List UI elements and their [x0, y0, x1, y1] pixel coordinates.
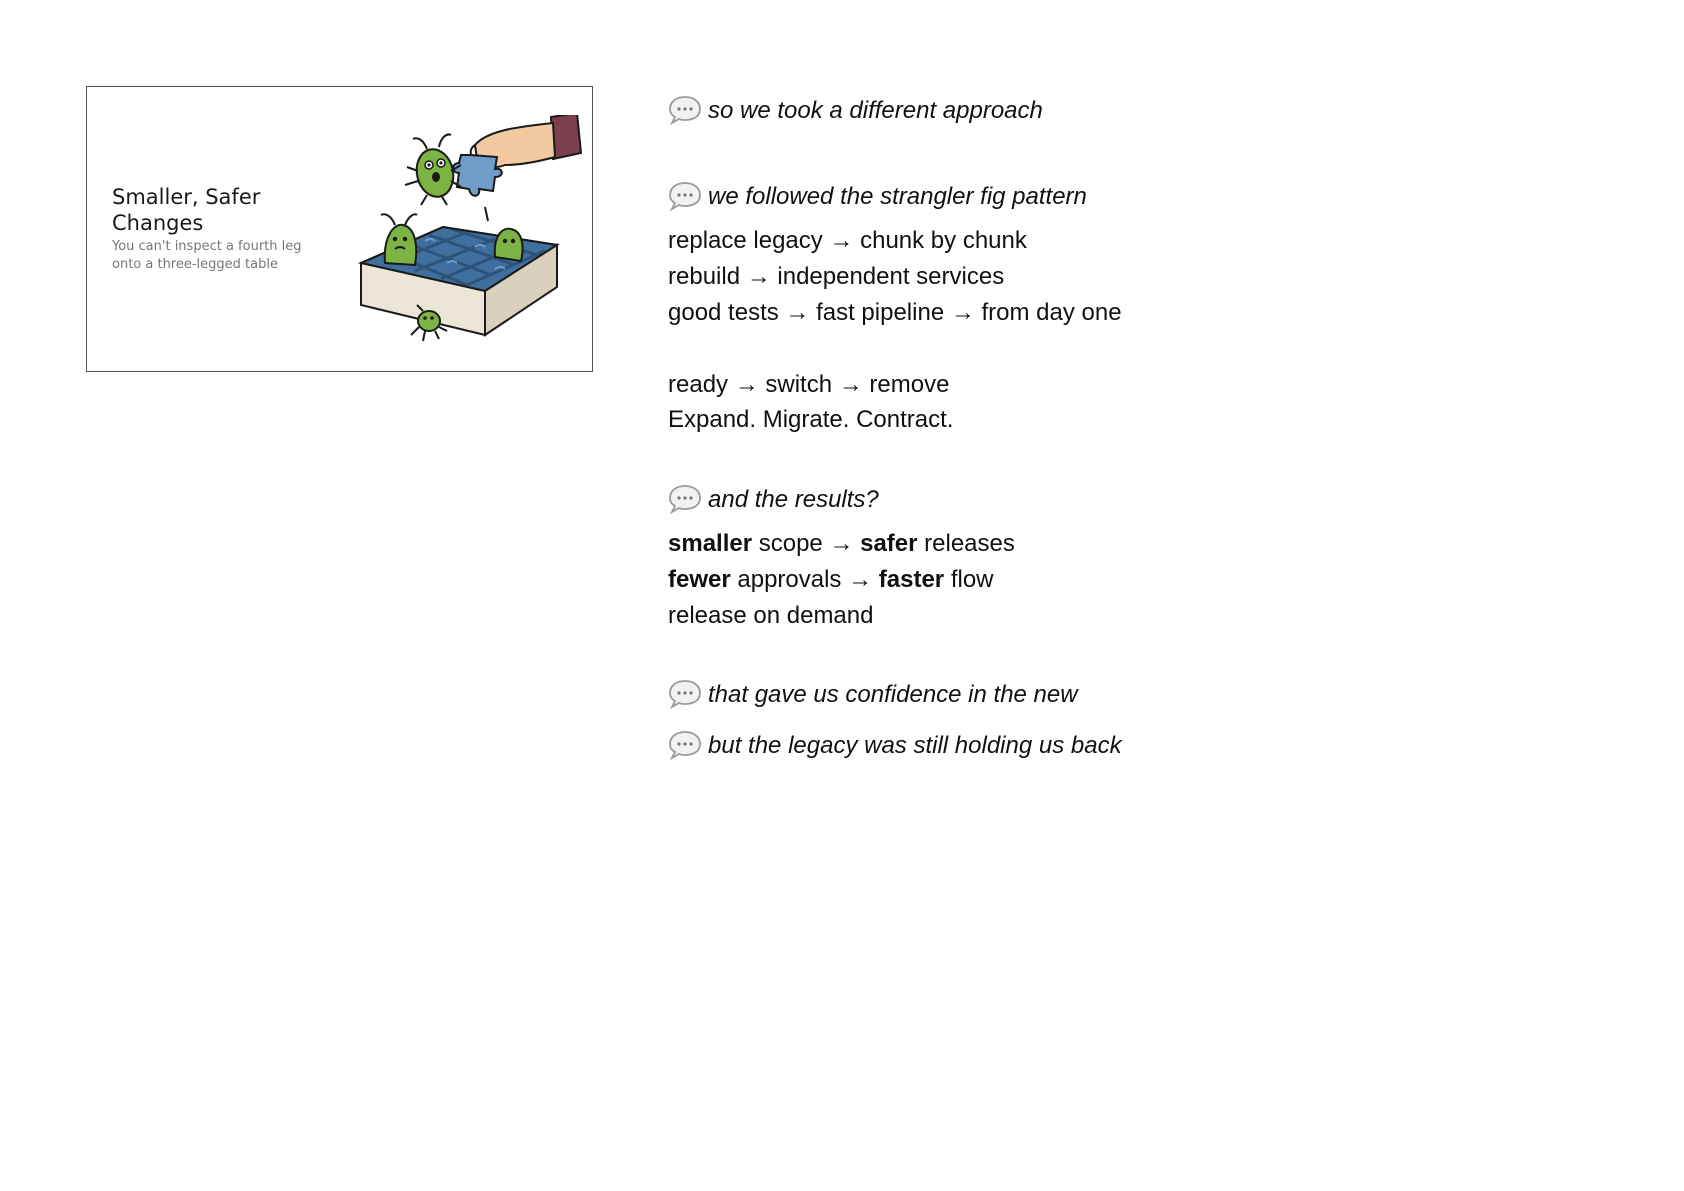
note-line-replace: replace legacy → chunk by chunk	[668, 227, 1027, 254]
note-result-2	[668, 565, 994, 595]
note-speech-1	[668, 96, 1043, 126]
note-line-ready: ready → switch → remove	[668, 371, 950, 398]
note-speech-2	[668, 182, 1087, 212]
slide-subtitle: You can't inspect a fourth leg onto a three-legged table	[112, 239, 302, 272]
result-1-text-b: releases	[917, 530, 1015, 557]
result-1-bold-a: smaller	[668, 530, 753, 557]
note-line-tests: good tests → fast pipeline → from day one	[668, 299, 1122, 326]
note-speech-1-text: so we took a different approach	[708, 97, 1043, 124]
slide-title: Smaller, Safer Changes	[112, 185, 261, 235]
note-speech-5	[668, 731, 1122, 761]
note-line-release: release on demand	[668, 602, 874, 629]
note-line-rebuild: rebuild → independent services	[668, 263, 1005, 290]
speech-bubble-icon	[668, 729, 702, 761]
result-2-text-a: approvals →	[730, 566, 879, 593]
speech-bubble-icon	[668, 483, 702, 515]
result-1-text-a: scope →	[752, 530, 861, 557]
result-1-bold-b: safer	[860, 530, 918, 557]
note-result-1	[668, 529, 1015, 559]
note-speech-4-text: that gave us confidence in the new	[708, 681, 1078, 708]
note-speech-4	[668, 680, 1078, 710]
speech-bubble-icon	[668, 94, 702, 126]
speech-bubble-icon	[668, 180, 702, 212]
note-speech-5-text: but the legacy was still holding us back	[708, 732, 1122, 759]
result-2-bold-a: fewer	[668, 566, 731, 593]
note-speech-2-text: we followed the strangler fig pattern	[708, 183, 1087, 210]
note-speech-3-text: and the results?	[708, 486, 879, 513]
slide-thumbnail[interactable]	[86, 86, 593, 372]
bugs-puzzle-box-illustration	[355, 115, 587, 345]
speech-bubble-icon	[668, 678, 702, 710]
result-2-bold-b: faster	[878, 566, 945, 593]
speaker-notes	[668, 0, 1628, 1191]
note-speech-3	[668, 485, 879, 515]
note-line-expand: Expand. Migrate. Contract.	[668, 406, 954, 433]
result-2-text-b: flow	[944, 566, 994, 593]
